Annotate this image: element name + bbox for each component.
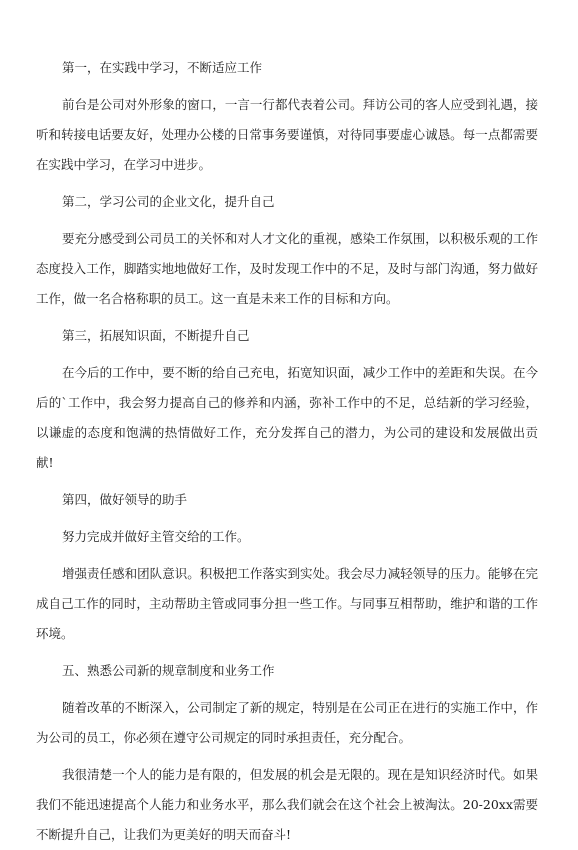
section-heading-5: 五、熟悉公司新的规章制度和业务工作: [62, 663, 275, 678]
section-heading-1: 第一，在实践中学习，不断适应工作: [62, 60, 263, 75]
section-heading-2: 第二，学习公司的企业文化，提升自己: [62, 194, 275, 209]
section-3-paragraph-1: 在今后的工作中，要不断的给自己充电，拓宽知识面，减少工作中的差距和失误。在今后的`工作中，我会努力提高自己的修养和内涵，弥补工作中的不足，总结新的学习经验，以谦虚的态度和饱满的热情做好工作，充分发挥自己的潜力，为公司的建设和发展做出贡献!: [36, 365, 538, 470]
section-2-paragraph-1: 要充分感受到公司员工的关怀和对人才文化的重视，感染工作氛围，以积极乐观的工作态度投入工作，脚踏实地地做好工作，及时发现工作中的不足，及时与部门沟通，努力做好工作，做一名合格称职的员工。这一直是未来工作的目标和方向。: [36, 231, 538, 306]
section-5-paragraph-1: 随着改革的不断深入，公司制定了新的规定，特别是在公司正在进行的实施工作中，作为公司的员工，你必须在遵守公司规定的同时承担责任，充分配合。: [36, 700, 538, 745]
section-1-paragraph-1: 前台是公司对外形象的窗口，一言一行都代表着公司。拜访公司的客人应受到礼遇，接听和转接电话要友好，处理办公楼的日常事务要谨慎，对待同事要虚心诚恳。每一点都需要在实践中学习，在学习中进步。: [36, 97, 538, 172]
section-4-paragraph-1: 努力完成并做好主管交给的工作。: [62, 529, 250, 544]
section-heading-3: 第三，拓展知识面，不断提升自己: [62, 328, 250, 343]
section-5-paragraph-2: 我很清楚一个人的能力是有限的，但发展的机会是无限的。现在是知识经济时代。如果我们不能迅速提高个人能力和业务水平，那么我们就会在这个社会上被淘汰。20-20xx需要不断提升自己，让我们为更美好的明天而奋斗!: [36, 767, 538, 842]
section-heading-4: 第四，做好领导的助手: [62, 492, 188, 507]
section-4-paragraph-2: 增强责任感和团队意识。积极把工作落实到实处。我会尽力减轻领导的压力。能够在完成自己工作的同时，主动帮助主管或同事分担一些工作。与同事互相帮助，维护和谐的工作环境。: [36, 566, 538, 641]
